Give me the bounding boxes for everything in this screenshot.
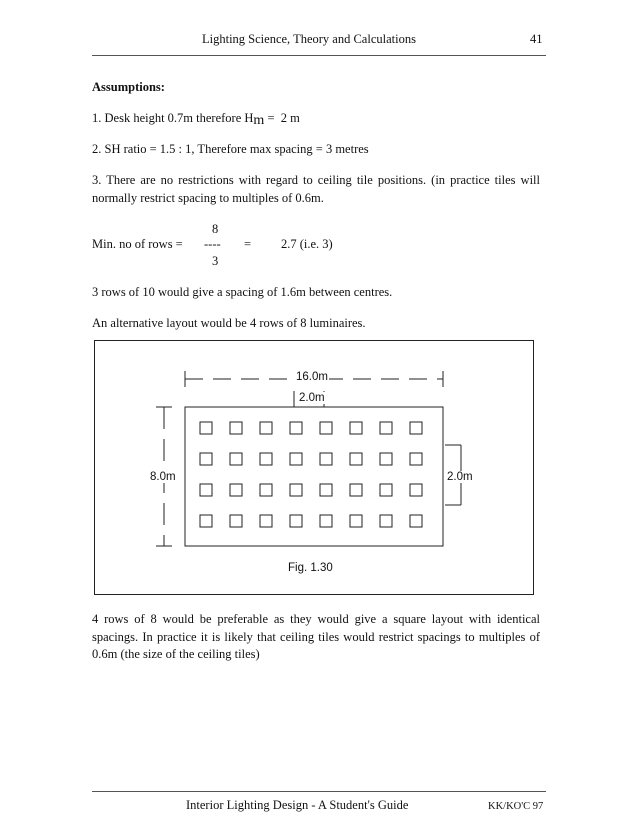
luminaire-square bbox=[410, 515, 422, 527]
formula-fraction-bar: ---- bbox=[204, 237, 221, 251]
luminaire-square bbox=[260, 422, 272, 434]
luminaire-square bbox=[290, 484, 302, 496]
luminaire-square bbox=[380, 422, 392, 434]
rows-of-ten-paragraph: 3 rows of 10 would give a spacing of 1.6m between centres. bbox=[92, 285, 393, 299]
luminaire-square bbox=[350, 515, 362, 527]
spacing-label: 2.0m bbox=[299, 392, 325, 404]
figure-caption: Fig. 1.30 bbox=[288, 562, 333, 574]
luminaire-square bbox=[380, 484, 392, 496]
formula-numerator: 8 bbox=[212, 222, 219, 236]
luminaire-square bbox=[320, 484, 332, 496]
luminaire-square bbox=[200, 515, 212, 527]
luminaire-square bbox=[410, 422, 422, 434]
luminaire-square bbox=[320, 453, 332, 465]
luminaire-square bbox=[200, 422, 212, 434]
assumption-2: 2. SH ratio = 1.5 : 1, Therefore max spacing = 3 metres bbox=[92, 142, 369, 156]
formula-equals: = bbox=[244, 237, 252, 251]
formula-denominator: 3 bbox=[212, 254, 219, 268]
assumption-1-subscript: m bbox=[253, 113, 265, 128]
conclusion-paragraph: 4 rows of 8 would be preferable as they would give a square layout with identical spacings. In practice it is likely that ceiling tiles would restrict spacings to multiples of 0.6m (the size of the ceiling tiles) bbox=[92, 612, 540, 661]
luminaire-square bbox=[260, 453, 272, 465]
page-number: 41 bbox=[530, 32, 543, 46]
luminaire-square bbox=[260, 484, 272, 496]
section-heading: Assumptions: bbox=[92, 80, 165, 94]
assumption-1-rest: = 2 m bbox=[264, 111, 300, 125]
luminaire-square bbox=[350, 484, 362, 496]
room-outline bbox=[185, 407, 443, 546]
luminaire-square bbox=[230, 515, 242, 527]
luminaire-square bbox=[380, 515, 392, 527]
luminaire-square bbox=[410, 453, 422, 465]
luminaire-square bbox=[410, 484, 422, 496]
assumption-3: 3. There are no restrictions with regard to ceiling tile positions. (in practice tiles will normally restrict spacing to multiples of 0.6m. bbox=[92, 173, 540, 205]
luminaire-square bbox=[260, 515, 272, 527]
assumption-1 bbox=[92, 110, 300, 127]
luminaire-square bbox=[290, 422, 302, 434]
luminaire-square bbox=[350, 422, 362, 434]
side-spacing-label: 2.0m bbox=[447, 471, 473, 483]
assumption-1-text: 1. Desk height 0.7m therefore H bbox=[92, 111, 254, 125]
luminaire-square bbox=[380, 453, 392, 465]
luminaire-square bbox=[350, 453, 362, 465]
luminaire-grid bbox=[200, 422, 422, 527]
footer-title: Interior Lighting Design - A Student's Guide bbox=[186, 798, 409, 812]
luminaire-square bbox=[290, 515, 302, 527]
luminaire-square bbox=[290, 453, 302, 465]
footer-rule bbox=[92, 791, 546, 792]
running-header-title: Lighting Science, Theory and Calculations bbox=[202, 32, 416, 46]
luminaire-square bbox=[200, 453, 212, 465]
figure-frame bbox=[94, 340, 534, 595]
footer-code: KK/KO'C 97 bbox=[488, 801, 544, 812]
luminaire-square bbox=[230, 453, 242, 465]
formula-label: Min. no of rows = bbox=[92, 237, 183, 251]
luminaire-square bbox=[230, 422, 242, 434]
header-rule bbox=[92, 55, 546, 56]
formula-result: 2.7 (i.e. 3) bbox=[281, 237, 333, 251]
luminaire-square bbox=[200, 484, 212, 496]
width-label: 16.0m bbox=[296, 371, 328, 383]
height-label: 8.0m bbox=[150, 471, 176, 483]
luminaire-square bbox=[320, 515, 332, 527]
luminaire-square bbox=[320, 422, 332, 434]
luminaire-square bbox=[230, 484, 242, 496]
alternative-layout-paragraph: An alternative layout would be 4 rows of 8 luminaires. bbox=[92, 316, 366, 330]
